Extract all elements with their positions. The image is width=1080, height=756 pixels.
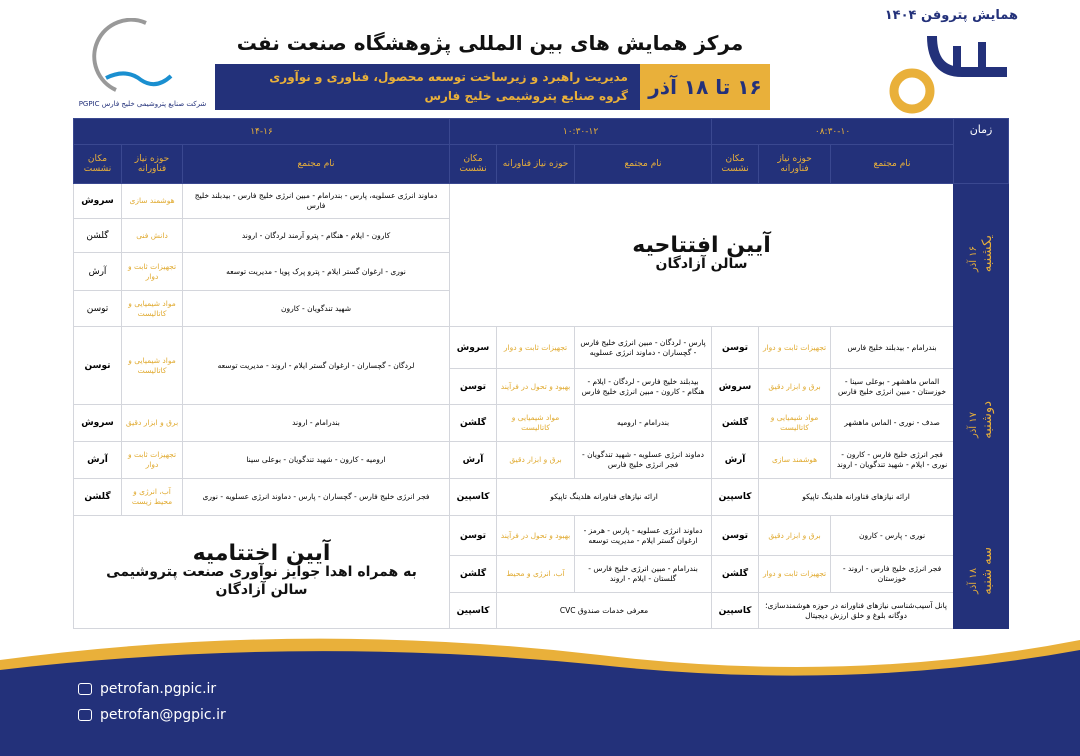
day-label xyxy=(954,327,1009,516)
slot-header: ۱۰:۳۰-۱۲ xyxy=(450,119,712,145)
complex-name: ارائه نیازهای فناورانه هلدینگ تاپیکو xyxy=(497,479,712,516)
closing-hall: سالن آزادگان xyxy=(215,582,308,598)
complex-name: ارومیه - کارون - شهید تندگویان - بوعلی سینا xyxy=(183,442,450,479)
column-place-header: مکان نشست xyxy=(450,145,497,184)
tech-domain: برق و ابزار دقیق xyxy=(497,442,575,479)
day-label xyxy=(954,184,1009,327)
session-place: گلشن xyxy=(712,556,759,593)
email-text: petrofan@pgpic.ir xyxy=(100,707,226,723)
tech-domain: مواد شیمیایی و کاتالیست xyxy=(122,291,183,327)
website-link[interactable] xyxy=(78,681,216,697)
time-header: زمان xyxy=(954,119,1009,184)
session-place: توسن xyxy=(450,516,497,556)
tech-domain: برق و ابزار دقیق xyxy=(759,516,831,556)
slot-header: ۱۴-۱۶ xyxy=(74,119,450,145)
complex-name: بندرامام - اروند xyxy=(183,405,450,442)
website-text: petrofan.pgpic.ir xyxy=(100,681,217,697)
session-place: توسن xyxy=(74,327,122,405)
tech-domain: هوشمند سازی xyxy=(122,184,183,219)
table-row xyxy=(74,516,1009,556)
tech-domain: برق و ابزار دقیق xyxy=(759,369,831,405)
closing-subtitle: به همراه اهدا جوایز نوآوری صنعت پتروشیمی xyxy=(106,564,417,580)
day-name: سه شنبه xyxy=(980,546,996,595)
session-place: کاسپین xyxy=(712,479,759,516)
petrofan-logo xyxy=(832,6,1022,114)
complex-name: بندرامام - بیدبلند خلیج فارس xyxy=(831,327,954,369)
opening-title: آیین افتتاحیه xyxy=(632,233,771,258)
day-label xyxy=(954,516,1009,629)
session-place: توسن xyxy=(450,369,497,405)
session-place: آرش xyxy=(450,442,497,479)
tech-domain: آب، انرژی و محیط زیست xyxy=(122,479,183,516)
complex-name: پارس - لردگان - مبین انرژی خلیج فارس - گچساران - دماوند انرژی عسلویه xyxy=(575,327,712,369)
session-place: کاسپین xyxy=(450,593,497,629)
session-place: سروش xyxy=(712,369,759,405)
session-place: گلشن xyxy=(74,219,122,253)
table-row xyxy=(74,184,1009,219)
column-name-header: نام مجتمع xyxy=(183,145,450,184)
complex-name: بیدبلند خلیج فارس - لردگان - ایلام - هنگام - کارون - مبین انرژی خلیج فارس xyxy=(575,369,712,405)
subtitle-line2: گروه صنایع پتروشیمی خلیج فارس xyxy=(424,89,628,103)
complex-name: دماوند انرژی عسلویه - پارس - هرمز - ارغوان گستر ایلام - مدیریت توسعه xyxy=(575,516,712,556)
session-place: گلشن xyxy=(450,405,497,442)
complex-name: ارائه نیازهای فناورانه هلدینگ تاپیکو xyxy=(759,479,954,516)
banner-subtitle xyxy=(215,64,640,110)
schedule-table xyxy=(73,118,1009,629)
complex-name: الماس ماهشهر - بوعلی سینا - خوزستان - مبین انرژی خلیج فارس xyxy=(831,369,954,405)
tech-domain: برق و ابزار دقیق xyxy=(122,405,183,442)
tech-domain: تجهیزات ثابت و دوار xyxy=(759,327,831,369)
session-place: گلشن xyxy=(74,479,122,516)
tech-domain: مواد شیمیایی و کاتالیست xyxy=(497,405,575,442)
tech-domain: مواد شیمیایی و کاتالیست xyxy=(122,327,183,405)
complex-name: فجر انرژی خلیج فارس - کارون - نوری - ایلام - شهید تندگویان - اروند xyxy=(831,442,954,479)
session-place: آرش xyxy=(712,442,759,479)
complex-name: نوری - پارس - کارون xyxy=(831,516,954,556)
subtitle-line1: مدیریت راهبرد و زیرساخت توسعه محصول، فناوری و نوآوری xyxy=(269,70,628,84)
session-place: توسن xyxy=(712,516,759,556)
day-date: ۱۸ آذر xyxy=(968,568,980,595)
event-date: ۱۶ تا ۱۸ آذر xyxy=(640,64,770,110)
pgpic-logo xyxy=(86,18,196,98)
column-place-header: مکان نشست xyxy=(712,145,759,184)
closing-ceremony xyxy=(74,516,450,629)
session-place: توسن xyxy=(74,291,122,327)
column-name-header: نام مجتمع xyxy=(831,145,954,184)
day-name: دوشنبه xyxy=(980,400,996,439)
tech-domain: آب، انرژی و محیط xyxy=(497,556,575,593)
session-place: آرش xyxy=(74,253,122,291)
complex-name: دماوند انرژی عسلویه، پارس - بندرامام - مبین انرژی خلیج فارس - بیدبلند خلیج فارس xyxy=(183,184,450,219)
day-date: ۱۶ آذر xyxy=(968,246,980,273)
email-icon xyxy=(78,709,92,721)
tech-domain: تجهیزات ثابت و دوار xyxy=(759,556,831,593)
column-domain-header: حوزه نیاز فناورانه xyxy=(122,145,183,184)
column-domain-header: حوزه نیاز فناورانه xyxy=(759,145,831,184)
complex-name: بندرامام - ارومیه xyxy=(575,405,712,442)
complex-name: صدف - نوری - الماس ماهشهر xyxy=(831,405,954,442)
web-icon xyxy=(78,683,92,695)
complex-name: نوری - ارغوان گستر ایلام - پترو پرک پویا - مدیریت توسعه xyxy=(183,253,450,291)
header-banner xyxy=(215,64,770,110)
session-place: آرش xyxy=(74,442,122,479)
complex-name: پانل آسیب‌شناسی نیازهای فناورانه در حوزه هوشمندسازی؛ دوگانه بلوغ و خلق ارزش دیجیتال xyxy=(759,593,954,629)
tech-domain: بهبود و تحول در فرآیند xyxy=(497,516,575,556)
complex-name: معرفی خدمات صندوق CVC xyxy=(497,593,712,629)
tech-domain: مواد شیمیایی و کاتالیست xyxy=(759,405,831,442)
session-place: گلشن xyxy=(712,405,759,442)
page-title: مرکز همایش های بین المللی پژوهشگاه صنعت نفت xyxy=(236,31,744,55)
session-place: سروش xyxy=(74,405,122,442)
complex-name: کارون - ایلام - هنگام - پترو آرمند لردگان - اروند xyxy=(183,219,450,253)
session-place: توسن xyxy=(712,327,759,369)
email-link[interactable] xyxy=(78,707,226,723)
closing-title: آیین اختتامیه xyxy=(192,541,331,566)
complex-name: شهید تندگویان - کارون xyxy=(183,291,450,327)
tech-domain: هوشمند سازی xyxy=(759,442,831,479)
event-logo-text: همایش پتروفن ۱۴۰۴ xyxy=(884,8,1018,23)
complex-name: فجر انرژی خلیج فارس - اروند - خوزستان xyxy=(831,556,954,593)
session-place: سروش xyxy=(74,184,122,219)
session-place: سروش xyxy=(450,327,497,369)
table-row xyxy=(74,442,1009,479)
table-row xyxy=(74,405,1009,442)
complex-name: فجر انرژی خلیج فارس - گچساران - پارس - دماوند انرژی عسلویه - نوری xyxy=(183,479,450,516)
opening-ceremony xyxy=(450,184,954,327)
slot-header: ۰۸:۳۰-۱۰ xyxy=(712,119,954,145)
tech-domain: دانش فنی xyxy=(122,219,183,253)
session-place: کاسپین xyxy=(712,593,759,629)
tech-domain: تجهیزات ثابت و دوار xyxy=(497,327,575,369)
complex-name: دماوند انرژی عسلویه - شهید تندگویان - فجر انرژی خلیج فارس xyxy=(575,442,712,479)
column-place-header: مکان نشست xyxy=(74,145,122,184)
column-domain-header: حوزه نیاز فناورانه xyxy=(497,145,575,184)
tech-domain: بهبود و تحول در فرآیند xyxy=(497,369,575,405)
day-name: یکشنبه xyxy=(980,234,996,273)
table-row xyxy=(74,327,1009,369)
tech-domain: تجهیزات ثابت و دوار xyxy=(122,253,183,291)
table-row xyxy=(74,479,1009,516)
column-name-header: نام مجتمع xyxy=(575,145,712,184)
company-logo-text: شرکت صنایع پتروشیمی خلیج فارس PGPIC xyxy=(78,100,207,108)
session-place: گلشن xyxy=(450,556,497,593)
complex-name: بندرامام - مبین انرژی خلیج فارس - گلستان - ایلام - اروند xyxy=(575,556,712,593)
opening-hall: سالن آزادگان xyxy=(655,256,748,272)
complex-name: لردگان - گچساران - ارغوان گستر ایلام - اروند - مدیریت توسعه xyxy=(183,327,450,405)
session-place: کاسپین xyxy=(450,479,497,516)
day-date: ۱۷ آذر xyxy=(968,412,980,439)
tech-domain: تجهیزات ثابت و دوار xyxy=(122,442,183,479)
